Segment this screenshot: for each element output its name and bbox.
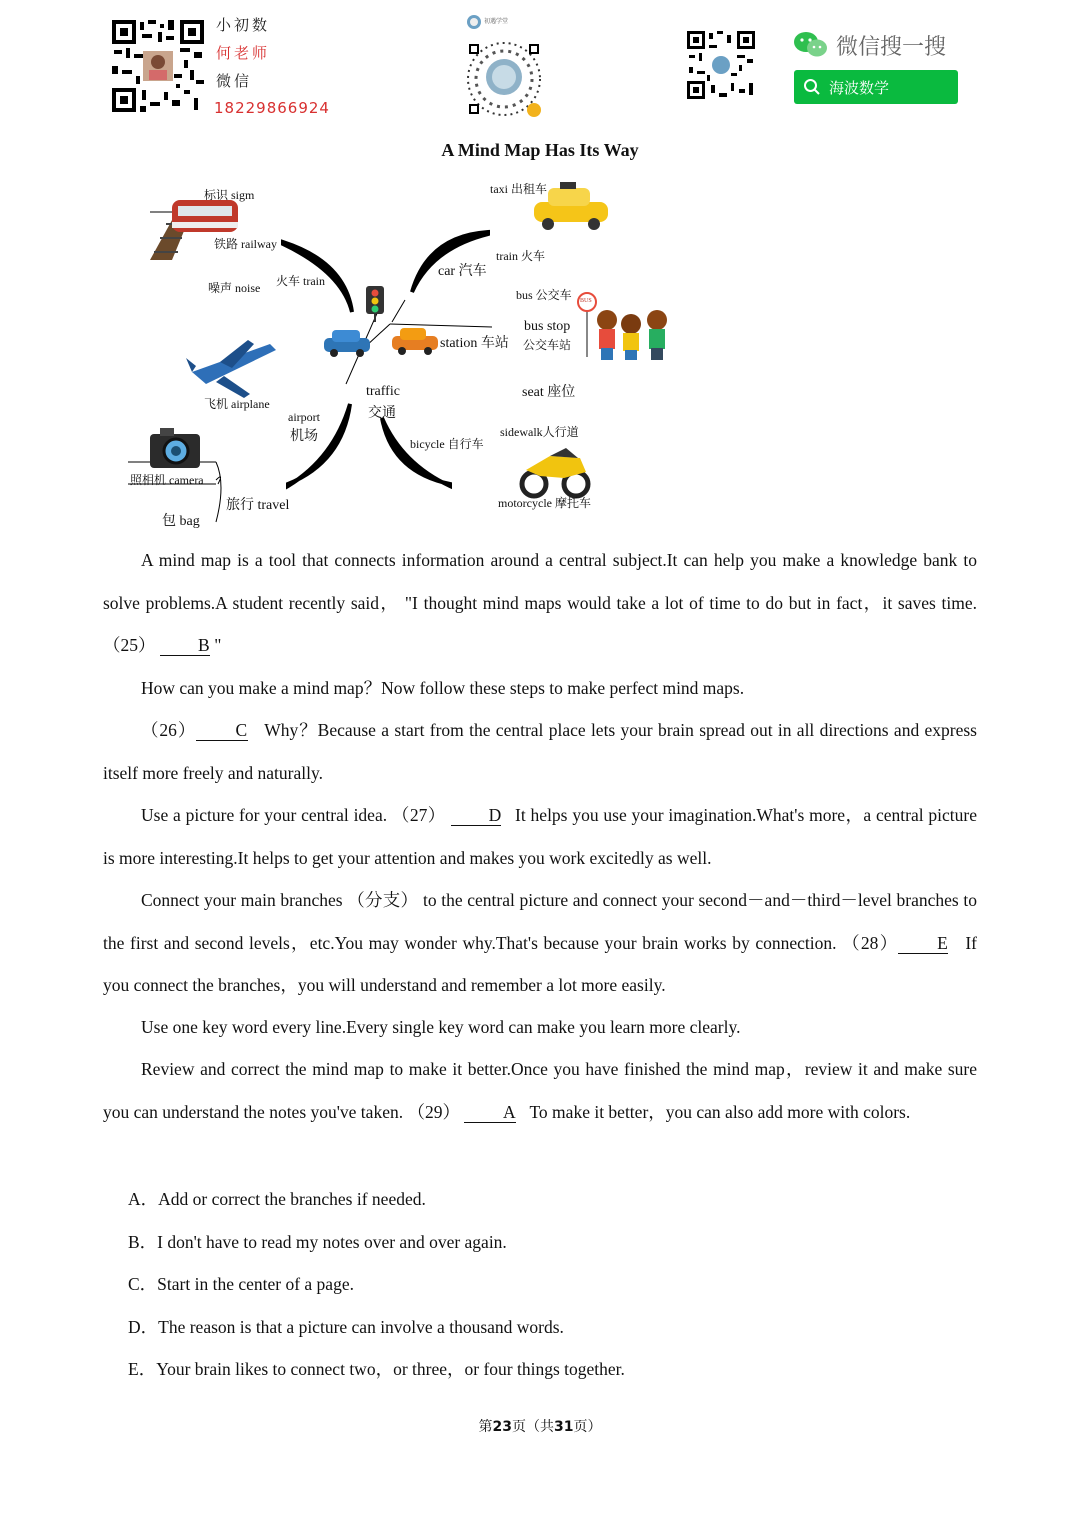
- footer-suffix: 页）: [573, 1420, 602, 1435]
- contact-qr-code: [110, 18, 206, 114]
- mm-label-bus-sign: BUS: [580, 298, 592, 304]
- paragraph-1-text: A mind map is a tool that connects information around a central subject.It can help you make a knowledge bank to solve problems.A student recently said， "I thought mind maps would take a lot of time to do but in fact，it saves time. （25）: [103, 550, 977, 655]
- paragraph-3: [103, 709, 977, 794]
- mm-label-bag: 包 bag: [162, 514, 200, 529]
- mm-label-train-right: train 火车: [496, 249, 545, 263]
- option-c: C．Start in the center of a page.: [128, 1274, 354, 1294]
- airplane-icon: [186, 340, 276, 398]
- mm-label-bus: bus 公交车: [516, 288, 572, 302]
- answer-25: B: [160, 635, 210, 656]
- paragraph-5-end: If you connect the branches，you will understand and remember a lot more easily.: [103, 932, 978, 995]
- paragraph-8-end: To make it better，you can also add more with colors.: [529, 1101, 911, 1122]
- paragraph-7: Use one key word every line.Every single key word can make you learn more clearly.: [141, 1017, 741, 1037]
- paragraph-8-text: Review and correct the mind map to make it better.Once you have finished the mind map，review it and make sure you can understand the notes you've taken. （29）: [103, 1059, 977, 1122]
- mm-label-traffic-cn: 交通: [368, 406, 396, 421]
- mm-label-airport-cn: 机场: [290, 429, 318, 444]
- footer-total-pages: 31: [554, 1419, 574, 1435]
- paragraph-5: [103, 879, 977, 1007]
- paragraph-4-text: Use a picture for your central idea. （27）: [141, 805, 446, 825]
- center-logo: [464, 13, 544, 119]
- mm-label-train-left: 火车 train: [276, 274, 325, 288]
- page-footer: [0, 1416, 1080, 1436]
- mm-label-traffic-en: traffic: [366, 384, 400, 399]
- camera-icon: [150, 428, 200, 468]
- mm-label-airplane: 飞机 airplane: [204, 397, 270, 411]
- mm-label-railway: 铁路 railway: [214, 237, 277, 251]
- mm-label-seat: seat 座位: [522, 385, 576, 400]
- option-b: B．I don't have to read my notes over and over again.: [128, 1232, 507, 1252]
- mm-label-motorcycle: motorcycle 摩托车: [498, 496, 591, 510]
- children-icon: [597, 310, 667, 360]
- center-logo-text: 初遇学堂: [484, 18, 509, 25]
- paragraph-2: How can you make a mind map？Now follow these steps to make perfect mind maps.: [141, 678, 745, 698]
- mm-label-station: station 车站: [440, 336, 509, 351]
- answer-29: A: [464, 1102, 516, 1123]
- contact-line-1: 小初数: [216, 16, 271, 34]
- paragraph-4: [103, 794, 977, 879]
- paragraph-1-end: ": [209, 635, 222, 655]
- contact-line-3: 微信: [216, 72, 253, 90]
- answer-26: C: [196, 720, 248, 741]
- paragraph-1: [103, 539, 977, 667]
- mm-label-car: car 汽车: [438, 264, 487, 279]
- option-a: A．Add or correct the branches if needed.: [128, 1189, 426, 1209]
- wechat-search-box[interactable]: [794, 70, 958, 104]
- mm-label-bus-stop-cn: 公交车站: [523, 338, 572, 352]
- contact-line-2: 何老师: [216, 44, 271, 62]
- mm-label-sidewalk: sidewalk人行道: [500, 425, 579, 439]
- blue-car-icon: [324, 330, 370, 357]
- page-title: A Mind Map Has Its Way: [441, 140, 639, 160]
- option-d: D．The reason is that a picture can involve a thousand words.: [128, 1317, 564, 1337]
- paragraph-4-end: It helps you use your imagination.What's more，a central picture is more interesting.It helps to get your attention and makes you work excitedly as well.: [103, 805, 978, 868]
- question-28-number: （28）: [842, 932, 899, 953]
- question-26-number: （26）: [141, 720, 197, 740]
- footer-page-number: 23: [492, 1419, 512, 1435]
- answer-27: D: [451, 805, 501, 826]
- motorcycle-icon: [522, 448, 588, 496]
- mm-label-noise: 噪声 noise: [208, 281, 261, 295]
- wechat-qr-code: [687, 31, 755, 99]
- contact-phone: 18229866924: [214, 99, 330, 117]
- mm-label-sign: 标识 sigm: [204, 188, 255, 202]
- mm-label-travel: 旅行 travel: [226, 498, 290, 513]
- mm-label-bicycle: bicycle 自行车: [410, 437, 484, 451]
- answer-28: E: [898, 933, 948, 954]
- mind-map: [120, 172, 680, 532]
- option-e: E．Your brain likes to connect two，or three，or four things together.: [128, 1359, 625, 1379]
- traffic-light-icon: [366, 286, 384, 322]
- search-icon: [803, 78, 821, 96]
- mm-label-bus-stop-en: bus stop: [524, 319, 571, 334]
- orange-car-icon: [392, 328, 438, 355]
- paragraph-3-text: Why？Because a start from the central place lets your brain spread out in all directions and express itself more freely and naturally.: [103, 720, 977, 783]
- mm-label-camera: 照相机 camera: [130, 473, 204, 487]
- paragraph-5-text: Connect your main branches （分支） to the central picture and connect your second－and－third－level branches to the first and second levels，etc.You may wonder why.That's because your brain works by connection.: [103, 890, 977, 953]
- mm-label-taxi: taxi 出租车: [490, 182, 547, 196]
- wechat-search-query: 海波数学: [829, 79, 890, 97]
- paragraph-8: [103, 1048, 977, 1133]
- footer-prefix: 第: [478, 1420, 493, 1435]
- wechat-icon: [793, 30, 829, 60]
- footer-mid: 页（共: [512, 1420, 554, 1435]
- mm-label-airport-en: airport: [288, 410, 320, 424]
- wechat-search-title: 微信搜一搜: [836, 35, 947, 60]
